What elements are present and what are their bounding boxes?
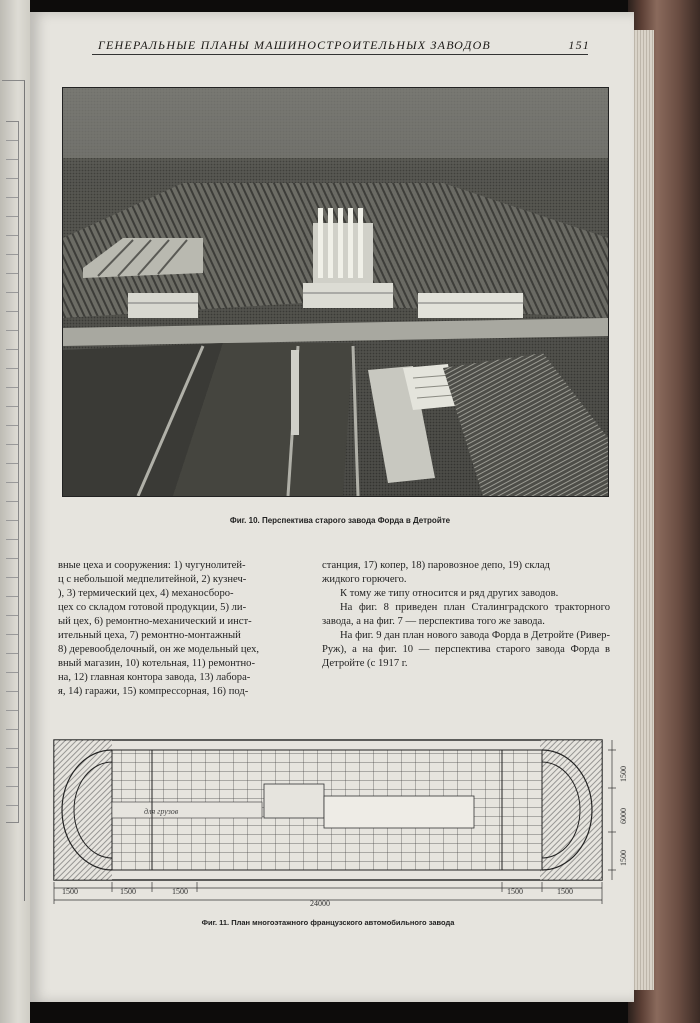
running-header xyxy=(90,36,590,54)
header-rule xyxy=(92,54,588,55)
text-line: ), 3) термический цех, 4) механосборо- xyxy=(58,588,234,599)
text-column-right xyxy=(322,559,610,671)
text-line: ый цех, 6) ремонтно-механический и инст- xyxy=(58,616,252,627)
text-line: на, 12) главная контора завода, 13) лабора- xyxy=(58,672,251,683)
text-line: вный магазин, 10) котельная, 11) ремонтно- xyxy=(58,658,256,669)
text-line: я, 14) гаражи, 15) компрессорная, 16) под- xyxy=(58,686,249,697)
dimension-label: 1500 xyxy=(120,887,136,896)
paragraph: На фиг. 9 дан план нового завода Форда в Детройте (Ривер-Руж), а на фиг. 10 — перспектива старого завода Форда в Детройте (с 1917 г. xyxy=(322,630,610,669)
running-header-title: ГЕНЕРАЛЬНЫЕ ПЛАНЫ МАШИНОСТРОИТЕЛЬНЫХ ЗАВОДОВ xyxy=(98,38,491,52)
text-line: 8) деревообделочный, он же модельный цех, xyxy=(58,644,260,655)
dimension-label: 1500 xyxy=(62,887,78,896)
text-column-left xyxy=(58,559,318,699)
page-number: 151 xyxy=(568,38,590,52)
figure-11-caption: Фиг. 11. План многоэтажного французского автомобильного завода xyxy=(201,918,455,927)
text-line: жидкого горючего. xyxy=(322,574,407,585)
factory-plan-drawing xyxy=(52,736,630,906)
text-line: вные цеха и сооружения: 1) чугунолитей- xyxy=(58,560,246,571)
paragraph: К тому же типу относится и ряд других заводов. xyxy=(340,588,559,599)
plan-track-label: для грузов xyxy=(144,807,179,816)
text-line: ц с небольшой медпелитейной, 2) кузнеч- xyxy=(58,574,247,585)
text-line: ительный цеха, 7) ремонтно-монтажный xyxy=(58,630,241,641)
aerial-factory-photo xyxy=(62,87,609,497)
dimension-total: 24000 xyxy=(310,899,330,906)
dimension-label: 1500 xyxy=(507,887,523,896)
text-line: цех со складом готовой продукции, 5) ли- xyxy=(58,602,247,613)
text-line: станция, 17) копер, 18) паровозное депо, 19) склад xyxy=(322,560,550,571)
dimension-label: 1500 xyxy=(172,887,188,896)
dimension-label: 1500 xyxy=(557,887,573,896)
previous-page-drawing xyxy=(2,80,25,901)
book-page xyxy=(30,12,634,1002)
previous-page-edge xyxy=(0,0,30,1023)
page-edges xyxy=(632,30,654,990)
dimension-label: 1500 xyxy=(619,850,628,866)
dimension-label: 1500 xyxy=(619,766,628,782)
figure-10-caption: Фиг. 10. Перспектива старого завода Форда в Детройте xyxy=(229,516,451,525)
paragraph: На фиг. 8 приведен план Сталинградского тракторного завода, а на фиг. 7 — перспектива того же завода. xyxy=(322,602,610,627)
dimension-label: 6000 xyxy=(619,808,628,824)
